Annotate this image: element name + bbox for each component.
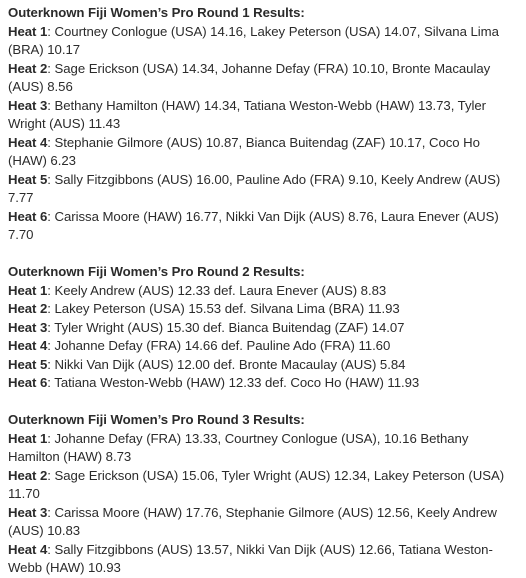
heat-result bbox=[8, 97, 518, 134]
round-2-section bbox=[8, 263, 518, 393]
heat-label: Heat 4 bbox=[8, 338, 48, 353]
heat-label: Heat 3 bbox=[8, 504, 48, 520]
heat-text: : Sage Erickson (USA) 15.06, Tyler Wright (AUS) 12.34, Lakey Peterson (USA) 11.70 bbox=[8, 467, 505, 501]
heat-label: Heat 6 bbox=[8, 375, 48, 390]
heat-result bbox=[8, 60, 518, 97]
heat-result bbox=[8, 374, 518, 393]
heat-result bbox=[8, 208, 518, 245]
heat-text: : Carissa Moore (HAW) 16.77, Nikki Van Dijk (AUS) 8.76, Laura Enever (AUS) 7.70 bbox=[8, 208, 499, 242]
heat-result bbox=[8, 430, 518, 467]
heat-label: Heat 5 bbox=[8, 171, 48, 187]
heat-label: Heat 2 bbox=[8, 60, 48, 76]
heat-text: : Nikki Van Dijk (AUS) 12.00 def. Bronte Macaulay (AUS) 5.84 bbox=[47, 356, 406, 372]
heat-text: : Keely Andrew (AUS) 12.33 def. Laura Enever (AUS) 8.83 bbox=[47, 282, 387, 298]
heat-result bbox=[8, 300, 518, 319]
heat-label: Heat 4 bbox=[8, 134, 48, 150]
heat-text: : Courtney Conlogue (USA) 14.16, Lakey Peterson (USA) 14.07, Silvana Lima (BRA) 10.17 bbox=[8, 23, 499, 57]
heat-result bbox=[8, 171, 518, 208]
heat-result bbox=[8, 356, 518, 375]
heat-text: : Sage Erickson (USA) 14.34, Johanne Defay (FRA) 10.10, Bronte Macaulay (AUS) 8.56 bbox=[8, 60, 491, 94]
heat-result bbox=[8, 282, 518, 301]
heat-result bbox=[8, 541, 518, 578]
results-document bbox=[8, 4, 518, 578]
heat-label: Heat 5 bbox=[8, 356, 48, 372]
heat-label: Heat 2 bbox=[8, 301, 48, 316]
heat-result bbox=[8, 467, 518, 504]
heat-text: : Johanne Defay (FRA) 14.66 def. Pauline Ado (FRA) 11.60 bbox=[47, 338, 391, 353]
heat-label: Heat 6 bbox=[8, 208, 48, 224]
round-1-title: Outerknown Fiji Women’s Pro Round 1 Results: bbox=[8, 5, 305, 20]
round-3-title: Outerknown Fiji Women’s Pro Round 3 Results: bbox=[8, 412, 305, 427]
heat-text: : Sally Fitzgibbons (AUS) 13.57, Nikki Van Dijk (AUS) 12.66, Tatiana Weston-Webb (HAW) 10.93 bbox=[8, 541, 493, 575]
heat-result bbox=[8, 504, 518, 541]
heat-label: Heat 3 bbox=[8, 319, 48, 335]
heat-result bbox=[8, 337, 518, 356]
heat-text: : Tyler Wright (AUS) 15.30 def. Bianca Buitendag (ZAF) 14.07 bbox=[47, 319, 405, 335]
heat-label: Heat 1 bbox=[8, 282, 48, 298]
heat-label: Heat 2 bbox=[8, 467, 48, 483]
heat-text: : Lakey Peterson (USA) 15.53 def. Silvana Lima (BRA) 11.93 bbox=[47, 301, 400, 316]
round-2-title: Outerknown Fiji Women’s Pro Round 2 Results: bbox=[8, 264, 305, 279]
heat-text: : Tatiana Weston-Webb (HAW) 12.33 def. Coco Ho (HAW) 11.93 bbox=[47, 375, 420, 390]
heat-text: : Carissa Moore (HAW) 17.76, Stephanie Gilmore (AUS) 12.56, Keely Andrew (AUS) 10.83 bbox=[8, 504, 497, 538]
heat-result bbox=[8, 319, 518, 338]
heat-label: Heat 4 bbox=[8, 541, 48, 557]
heat-result bbox=[8, 23, 518, 60]
heat-label: Heat 1 bbox=[8, 430, 48, 446]
heat-text: : Stephanie Gilmore (AUS) 10.87, Bianca Buitendag (ZAF) 10.17, Coco Ho (HAW) 6.23 bbox=[8, 134, 480, 168]
round-1-section bbox=[8, 4, 518, 245]
round-3-section bbox=[8, 411, 518, 578]
heat-text: : Sally Fitzgibbons (AUS) 16.00, Pauline Ado (FRA) 9.10, Keely Andrew (AUS) 7.77 bbox=[8, 171, 501, 205]
heat-text: : Bethany Hamilton (HAW) 14.34, Tatiana Weston-Webb (HAW) 13.73, Tyler Wright (AUS) 11.43 bbox=[8, 97, 487, 131]
heat-label: Heat 3 bbox=[8, 97, 48, 113]
heat-label: Heat 1 bbox=[8, 23, 48, 39]
heat-result bbox=[8, 134, 518, 171]
heat-text: : Johanne Defay (FRA) 13.33, Courtney Conlogue (USA), 10.16 Bethany Hamilton (HAW) 8.73 bbox=[8, 430, 469, 464]
